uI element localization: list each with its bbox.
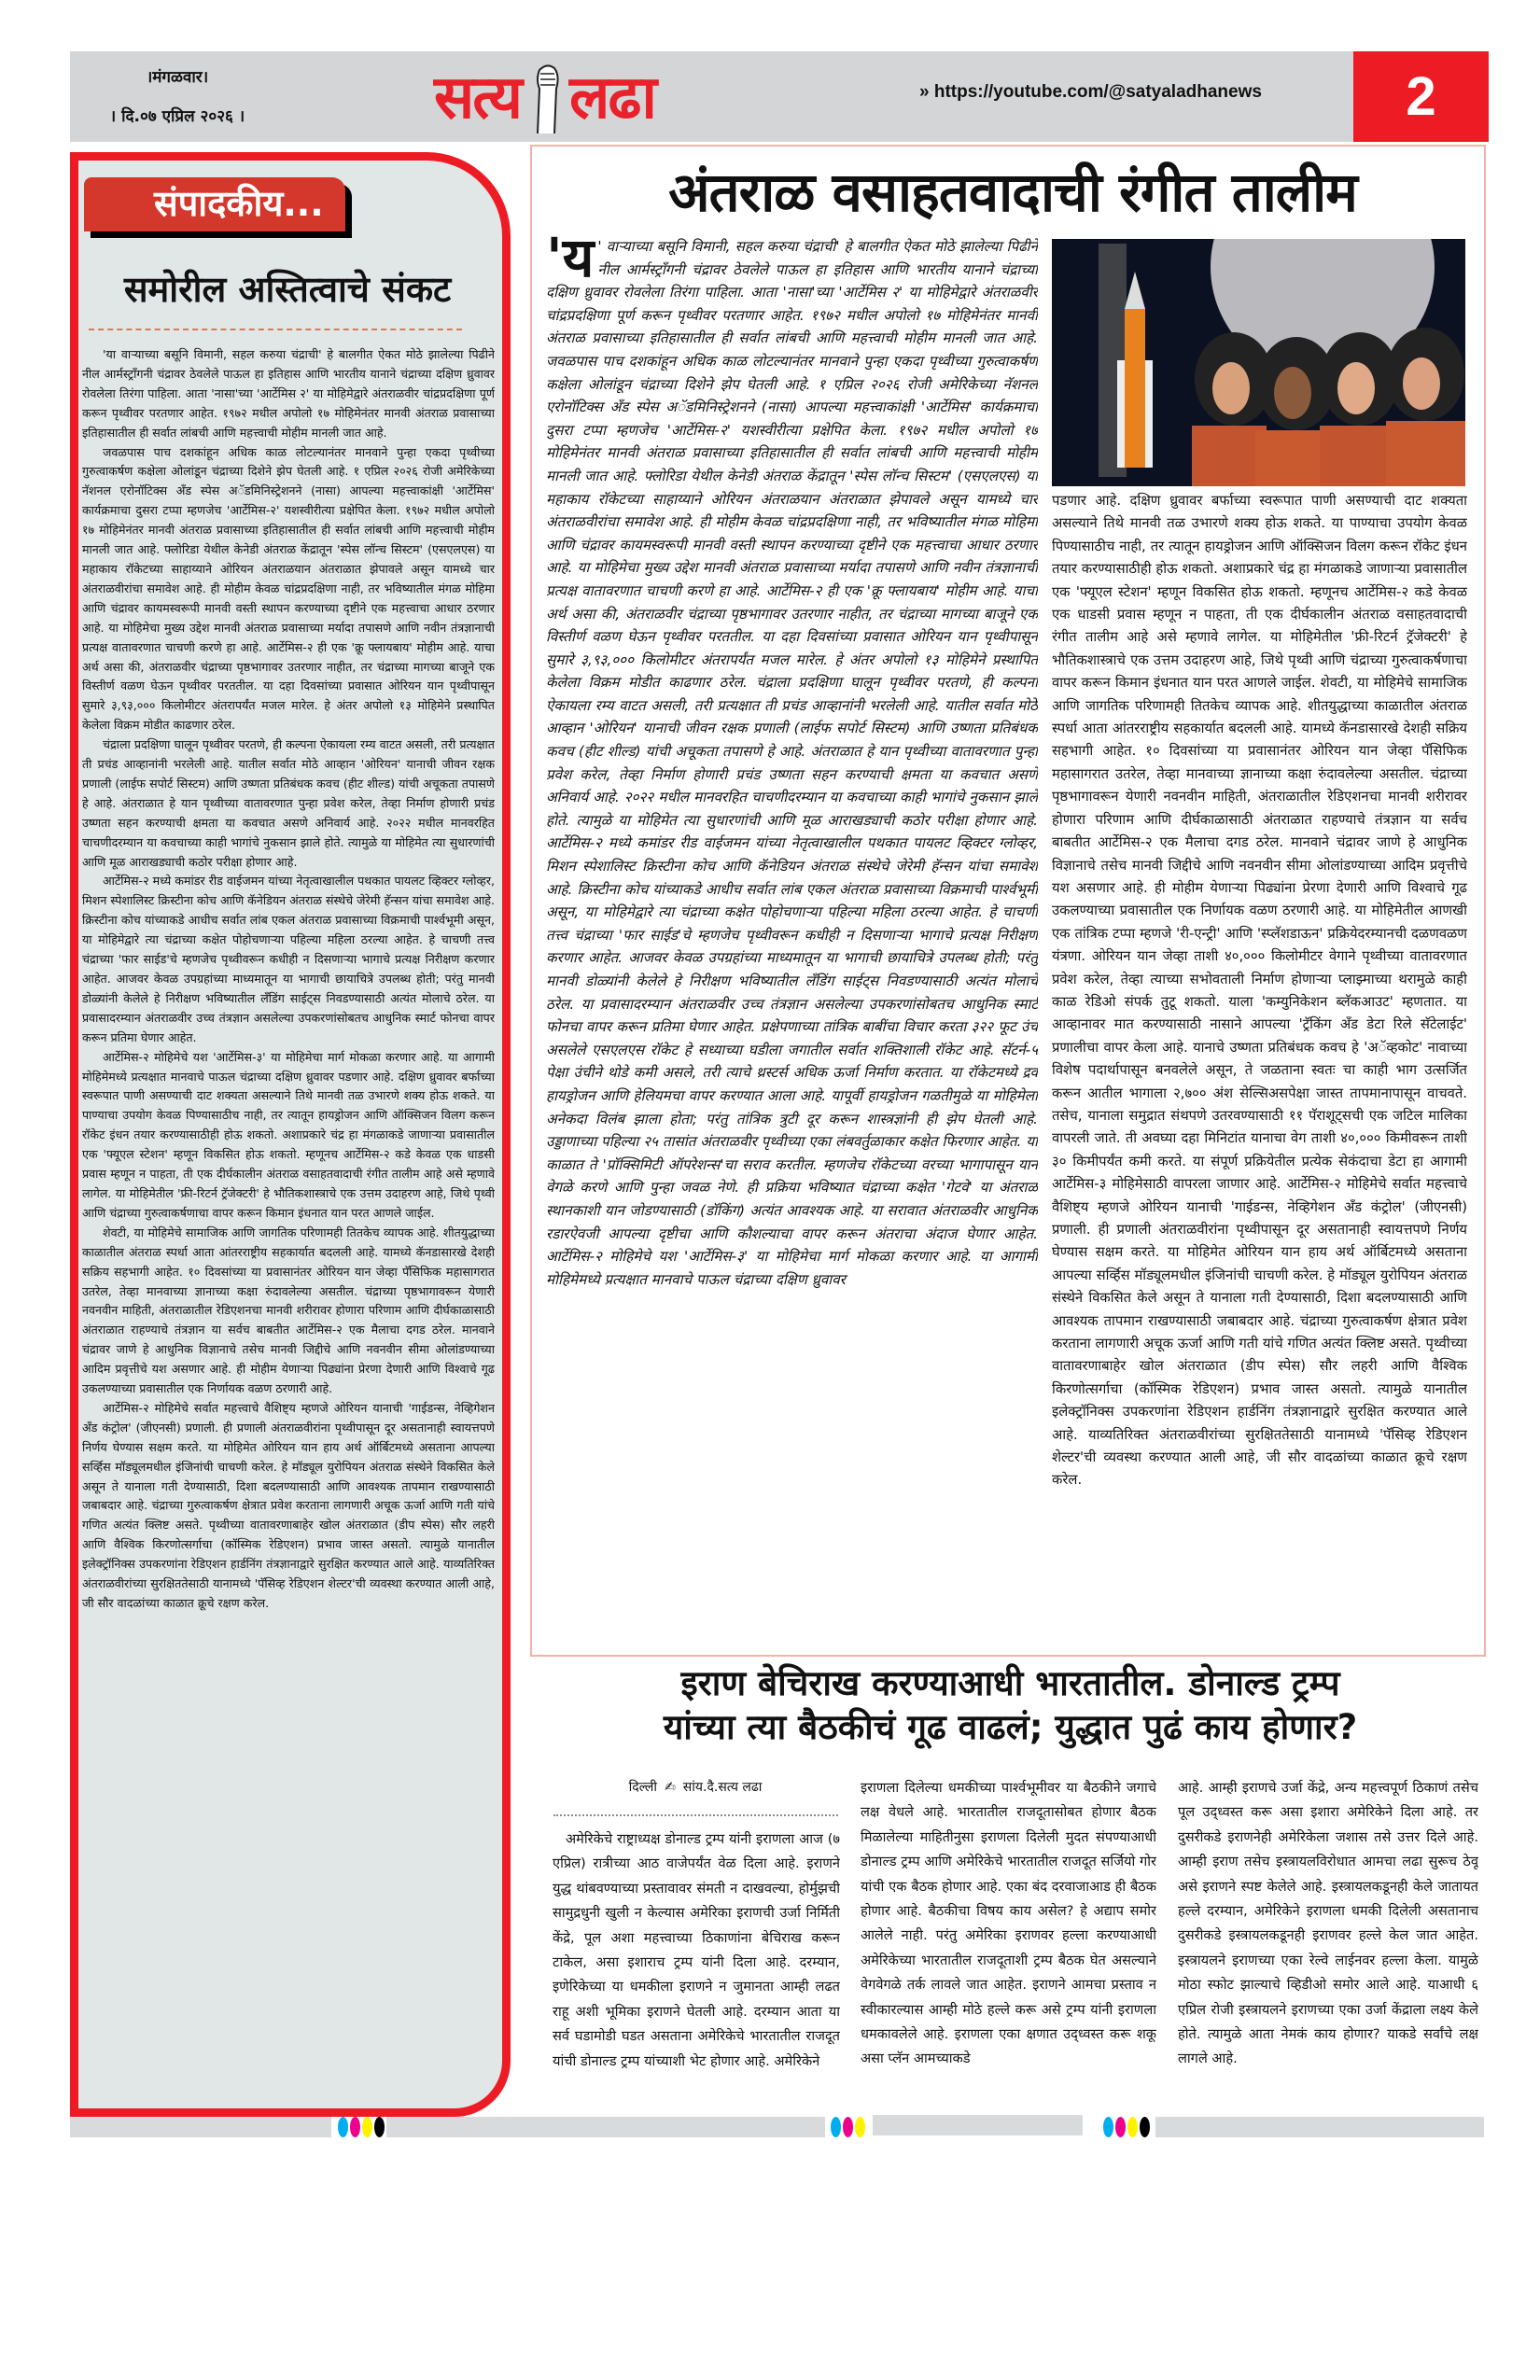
drop-cap: 'य xyxy=(546,235,595,289)
paragraph: आर्टेमिस-२ मध्ये कमांडर रीड वाईजमन यांच्या नेतृत्वाखालील पथकात पायलट व्हिक्टर ग्लोव्हर, मिशन स्पेशालिस्ट क्रिस्टीना कोच आणि कॅनेडियन अंतराळ संस्थेचे जेरेमी हॅन्सन यांचा समावेश आहे. क्रिस्टीना कोच यांच्याकडे आधीच सर्वात लांब एकल अंतराळ प्रवासाच्या विक्रमाची पार्श्वभूमी असून, या मोहिमेद्वारे त्या चंद्राच्या कक्षेत पोहोचणाऱ्या पहिल्या महिला ठरल्या आहेत. हे चाचणी तत्त्व चंद्राच्या 'फार साईड'चे म्हणजेच पृथ्वीवरून कधीही न दिसणाऱ्या भागाचे प्रत्यक्ष निरीक्षण करणार आहेत. आजवर केवळ उपग्रहांच्या माध्यमातून या भागाची छायाचित्रे उपलब्ध होती; परंतु मानवी डोळ्यांनी केलेले हे निरीक्षण भविष्यातील लँडिंग साईट्स निवडण्यासाठी अत्यंत मोलाचे ठरेल. या प्रवासादरम्यान अंतराळवीर उच्च तंत्रज्ञान असलेल्या उपकरणांसोबतच आधुनिक स्मार्ट फोनचा वापर करून प्रतिमा घेणार आहेत. xyxy=(82,874,495,1044)
main-article-column-2: पडणार आहे. दक्षिण ध्रुवावर बर्फाच्या स्वरूपात पाणी असण्याची दाट शक्यता असल्याने तिथे मानवी तळ उभारणे शक्य होऊ शकते. या पाण्याचा उपयोग केवळ पिण्यासाठीच नाही, तर त्यातून हायड्रोजन आणि ऑक्सिजन विलग करून रॉकेट इंधन तयार करण्यासाठीही होऊ शकतो. अशाप्रकारे चंद्र हा मंगळाकडे जाणाऱ्या प्रवासातील एक 'फ्यूएल स्टेशन' म्हणून विकसित होऊ शकतो. म्हणूनच आर्टेमिस-२ कडे केवळ एक धाडसी प्रवास म्हणून न पाहता, ती एक दीर्घकालीन अंतराळ वसाहतवादाची रंगीत तालीम आहे असे म्हणावे लागेल. या मोहिमेतील 'फ्री-रिटर्न ट्रॅजेक्टरी' हे भौतिकशास्त्राचे एक उत्तम उदाहरण आहे, जिथे पृथ्वी आणि चंद्राच्या गुरुत्वाकर्षणाचा वापर करून किमान इंधनात यान परत आणले जाईल. शेवटी, या मोहिमेचे सामाजिक आणि जागतिक परिणामही तितकेच व्यापक आहे. शीतयुद्धाच्या काळातील अंतराळ स्पर्धा आता आंतरराष्ट्रीय सहकार्यात बदलली आहे. यामध्ये कॅनडासारखे देशही सक्रिय सहभागी आहेत. १० दिवसांच्या या प्रवासानंतर ओरियन यान जेव्हा पॅसिफिक महासागरात उतरेल, तेव्हा मानवाच्या ज्ञानाच्या कक्षा रुंदावलेल्या असतील. चंद्राच्या पृष्ठभागावरून येणारी नवनवीन माहिती, अंतराळातील रेडिएशनचा मानवी शरीरावर होणारा परिणाम आणि दीर्घकाळासाठी अंतराळात राहण्याचे तंत्रज्ञान या सर्वच बाबतीत आर्टेमिस-२ एक मैलाचा दगड ठरेल. मानवाने चंद्रावर जाणे हे आधुनिक विज्ञानाचे तसेच मानवी जिद्दीचे आणि नवनवीन सीमा ओलांडण्याच्या आदिम प्रवृत्तीचे यश असणार आहे. ही मोहीम येणाऱ्या पिढ्यांना प्रेरणा देणारी आणि विश्वाचे गूढ उकलण्याच्या प्रवासातील एक निर्णायक वळण ठरणारी आहे. या मोहिमेतील आणखी एक तांत्रिक टप्पा म्हणजे 'री-एन्ट्री' आणि 'स्प्लॅशडाऊन' प्रक्रियेदरम्यानची दळणवळण यंत्रणा. ओरियन यान जेव्हा ताशी ४०,००० किलोमीटर वेगाने पृथ्वीच्या वातावरणात प्रवेश करेल, तेव्हा त्याच्या सभोवताली निर्माण होणाऱ्या प्लाझ्माच्या थरामुळे काही काळ रेडिओ संपर्क तुटू शकतो. याला 'कम्युनिकेशन ब्लॅकआउट' म्हणतात. या आव्हानावर मात करण्यासाठी नासाने आपल्या 'ट्रॅकिंग अँड डेटा रिले सॅटेलाईट' प्रणालीचा वापर केला आहे. यानाचे उष्णता प्रतिबंधक कवच हे 'अॅव्हकोट' नावाच्या विशेष पदार्थापासून बनवलेले असून, ते जळताना स्वतः चा काही भाग उत्सर्जित करून आतील भागाला २,७०० अंश सेल्सिअसपेक्षा जास्त तापमानापासून वाचवते. तसेच, यानाला समुद्रात संथपणे उतरवण्यासाठी ११ पॅराशूट्सची एक जटिल मालिका वापरली जाते. ती अवघ्या दहा मिनिटांत यानाचा वेग ताशी ४०,००० किमीवरून ताशी ३० किमीपर्यंत कमी करते. या संपूर्ण प्रक्रियेतील प्रत्येक सेकंदाचा डेटा हा आगामी आर्टेमिस-३ मोहिमेसाठी वापरला जाणार आहे. आर्टेमिस-२ मोहिमेचे सर्वात महत्त्वाचे वैशिष्ट्य म्हणजे ओरियन यानाची 'गाईडन्स, नेव्हिगेशन अँड कंट्रोल' (जीएनसी) प्रणाली. ही प्रणाली अंतराळवीरांना पृथ्वीपासून दूर असतानाही स्वायत्तपणे निर्णय घेण्यास सक्षम करते. या मोहिमेत ओरियन यान हाय अर्थ ऑर्बिटमध्ये असताना आपल्या सर्व्हिस मॉड्यूलमधील इंजिनांची चाचणी करेल. हे मॉड्यूल युरोपियन अंतराळ संस्थेने विकसित केले असून ते यानाला गती देण्यासाठी, दिशा बदलण्यासाठी आणि आवश्यक तापमान राखण्यासाठी जबाबदार आहे. चंद्राच्या गुरुत्वाकर्षण क्षेत्रात प्रवेश करताना लागणारी अचूक ऊर्जा आणि गती यांचे गणित अत्यंत क्लिष्ट असते. पृथ्वीच्या वातावरणाबाहेर खोल अंतराळात (डीप स्पेस) सौर लहरी आणि वैश्विक किरणोत्सर्गाचा (कॉस्मिक रेडिएशन) प्रभाव जास्त असतो. त्यामुळे यानातील इलेक्ट्रॉनिक्स उपकरणांना रेडिएशन हार्डनिंग तंत्रज्ञानाद्वारे सुरक्षित करण्यात आले आहे. याव्यतिरिक्त अंतराळवीरांच्या सुरक्षिततेसाठी यानामध्ये 'पॅसिव्ह रेडिएशन शेल्टर'ची व्यवस्था करण्यात आली आहे, जी सौर वादळांच्या काळात क्रूचे रक्षण करेल. xyxy=(1052,493,1467,1489)
paragraph: जवळपास पाच दशकांहून अधिक काळ लोटल्यानंतर मानवाने पुन्हा एकदा पृथ्वीच्या गुरुत्वाकर्षण कक्षेला ओलांडून चंद्राच्या दिशेने झेप घेतली आहे. १ एप्रिल २०२६ रोजी अमेरिकेच्या नॅशनल एरोनॉटिक्स अँड स्पेस अॅडमिनिस्ट्रेशनने (नासा) आपल्या महत्त्वाकांक्षी 'आर्टेमिस' कार्यक्रमाचा दुसरा टप्पा म्हणजेच 'आर्टेमिस-२' यशस्वीरीत्या प्रक्षेपित केला. १९७२ मधील अपोलो १७ मोहिमेनंतर मानवी अंतराळ प्रवासाच्या इतिहासातील ही सर्वात लांबची आणि महत्त्वाची मोहीम मानली जात आहे. फ्लोरिडा येथील केनेडी अंतराळ केंद्रातून 'स्पेस लॉन्च सिस्टम' (एसएलएस) या महाकाय रॉकेटच्या साहाय्याने ओरियन अंतराळयान अंतराळात झेपावले असून यामध्ये चार अंतराळवीरांचा समावेश आहे. ही मोहीम केवळ चांद्रप्रदक्षिणा नाही, तर भविष्यातील मंगळ मोहिमा आणि चंद्रावर कायमस्वरूपी मानवी वस्ती स्थापन करण्याच्या दृष्टीने एक महत्त्वाचा आधार ठरणार आहे. या मोहिमेचा मुख्य उद्देश मानवी अंतराळ प्रवासाच्या मर्यादा तपासणे आणि नवीन तंत्रज्ञानाची प्रत्यक्ष वातावरणात चाचणी करणे हा आहे. आर्टेमिस-२ ही एक 'क्रू फ्लायबाय' मोहीम आहे. याचा अर्थ असा की, अंतराळवीर चंद्राच्या पृष्ठभागावर उतरणार नाहीत, तर चंद्राच्या मागच्या बाजूने एक विस्तीर्ण वळण घेऊन पृथ्वीवर परततील. या दहा दिवसांच्या प्रवासात ओरियन यान पृथ्वीपासून सुमारे ३,९३,००० किलोमीटर अंतरापर्यंत मजल मारेल. हे अंतर अपोलो १३ मोहिमेने प्रस्थापित केलेला विक्रम मोडीत काढणार ठरेल. xyxy=(82,444,495,733)
iran-article-headline xyxy=(537,1661,1484,1749)
divider xyxy=(89,329,462,330)
byline xyxy=(551,1778,840,1796)
footer-bar xyxy=(386,2117,825,2137)
headline-line: यांच्या त्या बैठकीचं गूढ वाढलं; युद्धात पुढं काय होणार? xyxy=(663,1707,1358,1747)
footer-bar xyxy=(1155,2117,1484,2137)
headline-line: इराण बेचिराख करण्याआधी भारतातील. डोनाल्ड ट्रम्प xyxy=(680,1663,1340,1703)
raised-fist-icon xyxy=(526,61,564,135)
main-article-column-1 xyxy=(546,235,1038,1646)
byline-source: सांय.दै.सत्य लढा xyxy=(682,1780,763,1795)
main-article-headline: अंतराळ वसाहतवादाची रंगीत तालीम xyxy=(668,161,1357,224)
registration-marks xyxy=(1103,2117,1152,2141)
iran-article-column-2: इराणला दिलेल्या धमकीच्या पार्श्वभूमीवर या बैठकीने जगाचे लक्ष वेधले आहे. भारतातील राजदूतासोबत होणार बैठक मिळालेल्या माहितीनुसा इराणला दिलेली मुदत संपण्याआधी डोनाल्ड ट्रम्प आणि अमेरिकेचे भारतातील राजदूत सर्जियो गोर यांची एक बैठक होणार आहे. एका बंद दरवाजाआड ही बैठक होणार आहे. बैठकीचा विषय काय असेल? हे अद्याप समोर आलेले नाही. परंतु अमेरिका इराणवर हल्ला करण्याआधी अमेरिकेच्या भारतातील राजदूताशी ट्रम्प बैठक घेत असल्याने वेगवेगळे तर्क लावले जात आहेत. इराणने आमचा प्रस्ताव न स्वीकारल्यास आम्ही मोठे हल्ले करू असे ट्रम्प यांनी इराणला धमकावलेले आहे. इराणला एका क्षणात उद्ध्वस्त करू शकू असा प्लॅन आमच्याकडे xyxy=(861,1780,1156,2067)
newspaper-logo xyxy=(434,58,789,138)
paragraph: चंद्राला प्रदक्षिणा घालून पृथ्वीवर परतणे, ही कल्पना ऐकायला रम्य वाटत असली, तरी प्रत्यक्षात ती प्रचंड आव्हानांनी भरलेली आहे. यातील सर्वात मोठे आव्हान 'ओरियन' यानाची जीवन रक्षक प्रणाली (लाईफ सपोर्ट सिस्टम) आणि उष्णता प्रतिबंधक कवच (हीट शील्ड) यांची अचूकता तपासणे हे आहे. अंतराळात हे यान पृथ्वीच्या वातावरणात पुन्हा प्रवेश करेल, तेव्हा निर्माण होणारी प्रचंड उष्णता सहन करण्याची क्षमता या कवचात असणे अनिवार्य आहे. २०२२ मधील मानवरहित चाचणीदरम्यान या कवचाच्या काही भागांचे नुकसान झाले होते. त्यामुळे या मोहिमेत त्या सुधारणांची आणि मूळ आराखड्याची कठोर परीक्षा होणार आहे. xyxy=(82,737,495,869)
editorial-body xyxy=(82,345,495,2025)
paragraph: आर्टेमिस-२ मोहिमेचे यश 'आर्टेमिस-३' या मोहिमेचा मार्ग मोकळा करणार आहे. या आगामी मोहिमेमध्ये प्रत्यक्षात मानवाचे पाऊल चंद्राच्या दक्षिण ध्रुवावर पडणार आहे. दक्षिण ध्रुवावर बर्फाच्या स्वरूपात पाणी असण्याची दाट शक्यता असल्याने तिथे मानवी तळ उभारणे शक्य होऊ शकते. या पाण्याचा उपयोग केवळ पिण्यासाठीच नाही, तर त्यातून हायड्रोजन आणि ऑक्सिजन विलग करून रॉकेट इंधन तयार करण्यासाठीही होऊ शकतो. अशाप्रकारे चंद्र हा मंगळाकडे जाणाऱ्या प्रवासातील एक 'फ्यूएल स्टेशन' म्हणून विकसित होऊ शकतो. म्हणूनच आर्टेमिस-२ कडे केवळ एक धाडसी प्रवास म्हणून न पाहता, ती एक दीर्घकालीन अंतराळ वसाहतवादाची रंगीत तालीम आहे असे म्हणावे लागेल. या मोहिमेतील 'फ्री-रिटर्न ट्रॅजेक्टरी' हे भौतिकशास्त्राचे एक उत्तम उदाहरण आहे, जिथे पृथ्वी आणि चंद्राच्या गुरुत्वाकर्षणाचा वापर करून किमान इंधनात यान परत आणले जाईल. xyxy=(82,1049,495,1220)
logo-text-right: लढा xyxy=(568,63,655,133)
double-chevron-icon: » xyxy=(919,82,930,102)
byline-place: दिल्ली xyxy=(628,1780,658,1795)
editorial-label: संपादकीय... xyxy=(84,177,345,231)
page-number: 2 xyxy=(1353,51,1489,142)
issue-day: ।मंगळवार। xyxy=(146,68,209,87)
iran-article-column-1: अमेरिकेचे राष्ट्राध्यक्ष डोनाल्ड ट्रम्प यांनी इराणला आज (७ एप्रिल) रात्रीच्या आठ वाजेपर्यंत वेळ दिला आहे. इराणने युद्ध थांबवण्याच्या प्रस्तावावर संमती न दाखवल्या, होर्मुझची सामुद्रधुनी खुली न केल्यास अमेरिका इराणची उर्जा निर्मिती केंद्रे, पूल अशा महत्त्वाच्या ठिकाणांना बेचिराख करून टाकेल, असा इशाराच ट्रम्प यांनी दिला आहे. दरम्यान, इणेरिकेच्या या धमकीला इराणने न जुमानता आम्ही लढत राहू अशी भूमिका इराणने घेतली आहे. दरम्यान आता या सर्व घडामोडी घडत असताना अमेरिकेचे भारतातील राजदूत यांची डोनाल्ड ट्रम्प यांच्याशी भेट होणार आहे. अमेरिकेने xyxy=(553,1831,840,2069)
paragraph: आर्टेमिस-२ मोहिमेचे सर्वात महत्त्वाचे वैशिष्ट्य म्हणजे ओरियन यानाची 'गाईडन्स, नेव्हिगेशन अँड कंट्रोल' (जीएनसी) प्रणाली. ही प्रणाली अंतराळवीरांना पृथ्वीपासून दूर असतानाही स्वायत्तपणे निर्णय घेण्यास सक्षम करते. या मोहिमेत ओरियन यान हाय अर्थ ऑर्बिटमध्ये असताना आपल्या सर्व्हिस मॉड्यूलमधील इंजिनांची चाचणी करेल. हे मॉड्यूल युरोपियन अंतराळ संस्थेने विकसित केले असून ते यानाला गती देण्यासाठी, दिशा बदलण्यासाठी आणि आवश्यक तापमान राखण्यासाठी जबाबदार आहे. चंद्राच्या गुरुत्वाकर्षण क्षेत्रात प्रवेश करताना लागणारी अचूक ऊर्जा आणि गती यांचे गणित अत्यंत क्लिष्ट असते. पृथ्वीच्या वातावरणाबाहेर खोल अंतराळात (डीप स्पेस) सौर लहरी आणि वैश्विक किरणोत्सर्गाचा (कॉस्मिक रेडिएशन) प्रभाव जास्त असतो. त्यामुळे यानातील इलेक्ट्रॉनिक्स उपकरणांना रेडिएशन हार्डनिंग तंत्रज्ञानाद्वारे सुरक्षित करण्यात आले आहे. याव्यतिरिक्त अंतराळवीरांच्या सुरक्षिततेसाठी यानामध्ये 'पॅसिव्ह रेडिएशन शेल्टर'ची व्यवस्था करण्यात आली आहे, जी सौर वादळांच्या काळात क्रूचे रक्षण करेल. xyxy=(82,1400,495,1610)
paragraph: शेवटी, या मोहिमेचे सामाजिक आणि जागतिक परिणामही तितकेच व्यापक आहे. शीतयुद्धाच्या काळातील अंतराळ स्पर्धा आता आंतरराष्ट्रीय सहकार्यात बदलली आहे. यामध्ये कॅनडासारखे देशही सक्रिय सहभागी आहेत. १० दिवसांच्या या प्रवासानंतर ओरियन यान जेव्हा पॅसिफिक महासागरात उतरेल, तेव्हा मानवाच्या ज्ञानाच्या कक्षा रुंदावलेल्या असतील. चंद्राच्या पृष्ठभागावरून येणारी नवनवीन माहिती, अंतराळातील रेडिएशनचा मानवी शरीरावर होणारा परिणाम आणि दीर्घकाळासाठी अंतराळात राहण्याचे तंत्रज्ञान या सर्वच बाबतीत आर्टेमिस-२ एक मैलाचा दगड ठरेल. मानवाने चंद्रावर जाणे हे आधुनिक विज्ञानाचे तसेच मानवी जिद्दीचे आणि नवनवीन सीमा ओलांडण्याच्या आदिम प्रवृत्तीचे यश असणार आहे. ही मोहीम येणाऱ्या पिढ्यांना प्रेरणा देणारी आणि विश्वाचे गूढ उकलण्याच्या प्रवासातील एक निर्णायक वळण ठरणारी आहे. xyxy=(82,1225,495,1396)
pen-icon: ✍ xyxy=(665,1779,676,1795)
issue-date: । दि.०७ एप्रिल २०२६ । xyxy=(109,107,245,126)
logo-text-left: सत्य xyxy=(434,63,521,133)
footer-bar xyxy=(873,2115,1083,2135)
divider xyxy=(553,1814,838,1816)
column-text: ' वाऱ्याच्या बसूनि विमानी, सहल करुया चंद्राची' हे बालगीत ऐकत मोठे झालेल्या पिढीने नील आर्मस्ट्राँगनी चंद्रावर ठेवलेले पाऊल हा इतिहास आणि भारतीय यानाने चंद्राच्या दक्षिण ध्रुवावर रोवलेला तिरंगा पाहिला. आता 'नासा'च्या 'आर्टेमिस २' या मोहिमेद्वारे अंतराळवीर चांद्रप्रदक्षिणा पूर्ण करून पृथ्वीवर परतणार आहेत. १९७२ मधील अपोलो १७ मोहिमेनंतर मानवी अंतराळ प्रवासाच्या इतिहासातील ही सर्वात लांबची आणि महत्त्वाची मोहीम मानली जात आहे. जवळपास पाच दशकांहून अधिक काळ लोटल्यानंतर मानवाने पुन्हा एकदा पृथ्वीच्या गुरुत्वाकर्षण कक्षेला ओलांडून चंद्राच्या दिशेने झेप घेतली आहे. १ एप्रिल २०२६ रोजी अमेरिकेच्या नॅशनल एरोनॉटिक्स अँड स्पेस अॅडमिनिस्ट्रेशनने (नासा) आपल्या महत्त्वाकांक्षी 'आर्टेमिस' कार्यक्रमाचा दुसरा टप्पा म्हणजेच 'आर्टेमिस-२' यशस्वीरीत्या प्रक्षेपित केला. १९७२ मधील अपोलो १७ मोहिमेनंतर मानवी अंतराळ प्रवासाच्या इतिहासातील ही सर्वात लांबची आणि महत्त्वाची मोहीम मानली जात आहे. फ्लोरिडा येथील केनेडी अंतराळ केंद्रातून 'स्पेस लॉन्च सिस्टम' (एसएलएस) या महाकाय रॉकेटच्या साहाय्याने ओरियन अंतराळयान अंतराळात झेपावले असून यामध्ये चार अंतराळवीरांचा समावेश आहे. ही मोहीम केवळ चांद्रप्रदक्षिणा नाही, तर भविष्यातील मंगळ मोहिमा आणि चंद्रावर कायमस्वरूपी मानवी वस्ती स्थापन करण्याच्या दृष्टीने एक महत्त्वाचा आधार ठरणार आहे. या मोहिमेचा मुख्य उद्देश मानवी अंतराळ प्रवासाच्या मर्यादा तपासणे आणि नवीन तंत्रज्ञानाची प्रत्यक्ष वातावरणात चाचणी करणे हा आहे. आर्टेमिस-२ ही एक 'क्रू फ्लायबाय' मोहीम आहे. याचा अर्थ असा की, अंतराळवीर चंद्राच्या पृष्ठभागावर उतरणार नाहीत, तर चंद्राच्या मागच्या बाजूने एक विस्तीर्ण वळण घेऊन पृथ्वीवर परततील. या दहा दिवसांच्या प्रवासात ओरियन यान पृथ्वीपासून सुमारे ३,९३,००० किलोमीटर अंतरापर्यंत मजल मारेल. हे अंतर अपोलो १३ मोहिमेने प्रस्थापित केलेला विक्रम मोडीत काढणार ठरेल. चंद्राला प्रदक्षिणा घालून पृथ्वीवर परतणे, ही कल्पना ऐकायला रम्य वाटत असली, तरी प्रत्यक्षात ती प्रचंड आव्हानांनी भरलेली आहे. यातील सर्वात मोठे आव्हान 'ओरियन' यानाची जीवन रक्षक प्रणाली (लाईफ सपोर्ट सिस्टम) आणि उष्णता प्रतिबंधक कवच (हीट शील्ड) यांची अचूकता तपासणे हे आहे. अंतराळात हे यान पृथ्वीच्या वातावरणात पुन्हा प्रवेश करेल, तेव्हा निर्माण होणारी प्रचंड उष्णता सहन करण्याची क्षमता या कवचात असणे अनिवार्य आहे. २०२२ मधील मानवरहित चाचणीदरम्यान या कवचाच्या काही भागांचे नुकसान झाले होते. त्यामुळे या मोहिमेत त्या सुधारणांची आणि मूळ आराखड्याची कठोर परीक्षा होणार आहे. आर्टेमिस-२ मध्ये कमांडर रीड वाईजमन यांच्या नेतृत्वाखालील पथकात पायलट व्हिक्टर ग्लोव्हर, मिशन स्पेशालिस्ट क्रिस्टीना कोच आणि कॅनेडियन अंतराळ संस्थेचे जेरेमी हॅन्सन यांचा समावेश आहे. क्रिस्टीना कोच यांच्याकडे आधीच सर्वात लांब एकल अंतराळ प्रवासाच्या विक्रमाची पार्श्वभूमी असून, या मोहिमेद्वारे त्या चंद्राच्या कक्षेत पोहोचणाऱ्या पहिल्या महिला ठरल्या आहेत. हे चाचणी तत्त्व चंद्राच्या 'फार साईड'चे म्हणजेच पृथ्वीवरून कधीही न दिसणाऱ्या भागाचे प्रत्यक्ष निरीक्षण करणार आहेत. आजवर केवळ उपग्रहांच्या माध्यमातून या भागाची छायाचित्रे उपलब्ध होती; परंतु मानवी डोळ्यांनी केलेले हे निरीक्षण भविष्यातील लँडिंग साईट्स निवडण्यासाठी अत्यंत मोलाचे ठरेल. या प्रवासादरम्यान अंतराळवीर उच्च तंत्रज्ञान असलेल्या उपकरणांसोबतच आधुनिक स्मार्ट फोनचा वापर करून प्रतिमा घेणार आहेत. प्रक्षेपणाच्या तांत्रिक बाबींचा विचार करता ३२२ फूट उंच असलेले एसएलएस रॉकेट हे सध्याच्या घडीला जगातील सर्वात शक्तिशाली रॉकेट आहे. सॅटर्न-५ पेक्षा उंचीने थोडे कमी असले, तरी त्याचे थ्रस्टर्स अधिक ऊर्जा निर्माण करतात. या रॉकेटमध्ये द्रव हायड्रोजन आणि हेलियमचा वापर करण्यात आला आहे. यापूर्वी हायड्रोजन गळतीमुळे या मोहिमेला अनेकदा विलंब झाला होता; परंतु तांत्रिक त्रुटी दूर करून शास्त्रज्ञांनी ही झेप घेतली आहे. उड्डाणाच्या पहिल्या २५ तासांत अंतराळवीर पृथ्वीच्या एका लंबवर्तुळाकार कक्षेत फिरणार आहेत. या काळात ते 'प्रॉक्सिमिटी ऑपरेशन्स'चा सराव करतील. म्हणजेच रॉकेटच्या वरच्या भागापासून यान वेगळे करणे आणि पुन्हा जवळ नेणे. ही प्रक्रिया भविष्यात चंद्राच्या कक्षेत 'गेटवे' या अंतराळ स्थानकाशी यान जोडण्यासाठी (डॉकिंग) अत्यंत आवश्यक आहे. या सरावात अंतराळवीर आधुनिक रडारऐवजी आपल्या दृष्टीचा आणि कौशल्याचा वापर करून अंतराचा अंदाज घेणार आहेत. आर्टेमिस-२ मोहिमेचे यश 'आर्टेमिस-३' या मोहिमेचा मार्ग मोकळा करणार आहे. या आगामी मोहिमेमध्ये प्रत्यक्षात मानवाचे पाऊल चंद्राच्या दक्षिण ध्रुवावर xyxy=(546,238,1038,1288)
registration-marks xyxy=(831,2117,867,2141)
editorial-title: समोरील अस्तित्वाचे संकट xyxy=(123,269,452,310)
footer-bar xyxy=(70,2117,331,2137)
paragraph: 'या वाऱ्याच्या बसूनि विमानी, सहल करुया चंद्राची' हे बालगीत ऐकत मोठे झालेल्या पिढीने नील आर्मस्ट्राँगनी चंद्रावर ठेवलेले पाऊल हा इतिहास आणि भारतीय यानाने चंद्राच्या दक्षिण ध्रुवावर रोवलेला तिरंगा पाहिला. आता 'नासा'च्या 'आर्टेमिस २' या मोहिमेद्वारे अंतराळवीर चांद्रप्रदक्षिणा पूर्ण करून पृथ्वीवर परतणार आहेत. १९७२ मधील अपोलो १७ मोहिमेनंतर मानवी अंतराळ प्रवासाच्या इतिहासातील ही सर्वात लांबची आणि महत्त्वाची मोहीम मानली जात आहे. xyxy=(82,347,495,440)
registration-marks xyxy=(338,2117,386,2141)
rocket-core xyxy=(1125,309,1145,468)
iran-article-column-3: आहे. आम्ही इराणचे उर्जा केंद्रे, अन्य महत्त्वपूर्ण ठिकाणं तसेच पूल उद्ध्वस्त करू असा इशारा अमेरिकेने दिला आहे. तर दुसरीकडे इराणनेही अमेरिकेला जशास तसे उत्तर दिले आहे. आम्ही इराण तसेच इस्त्रायलविरोधात आमचा लढा सुरूच ठेवू असे इराणने स्पष्ट केलेले आहे. इस्त्रायलकडूनही केले जातायत हल्ले दरम्यान, अमेरिकेने इराणला धमकी दिलेली असतानाच दुसरीकडे इस्त्रायलकडूनही इराणवर हल्ले केल जात आहेत. इस्त्रायलने इराणच्या एका रेल्वे लाईनवर हल्ला केला. यामुळे मोठा स्फोट झाल्याचे व्हिडीओ समोर आले आहे. याआधी ६ एप्रिल रोजी इस्त्रायलने इराणच्या एका उर्जा केंद्राला लक्ष्य केले होते. त्यामुळे आता नेमकं काय होणार? याकडे सर्वांचे लक्ष लागले आहे. xyxy=(1178,1780,1478,2067)
youtube-link[interactable]: » https://youtube.com/@satyaladhanews xyxy=(919,82,1262,102)
astronauts xyxy=(1192,328,1465,486)
artemis-crew-photo xyxy=(1052,239,1465,486)
